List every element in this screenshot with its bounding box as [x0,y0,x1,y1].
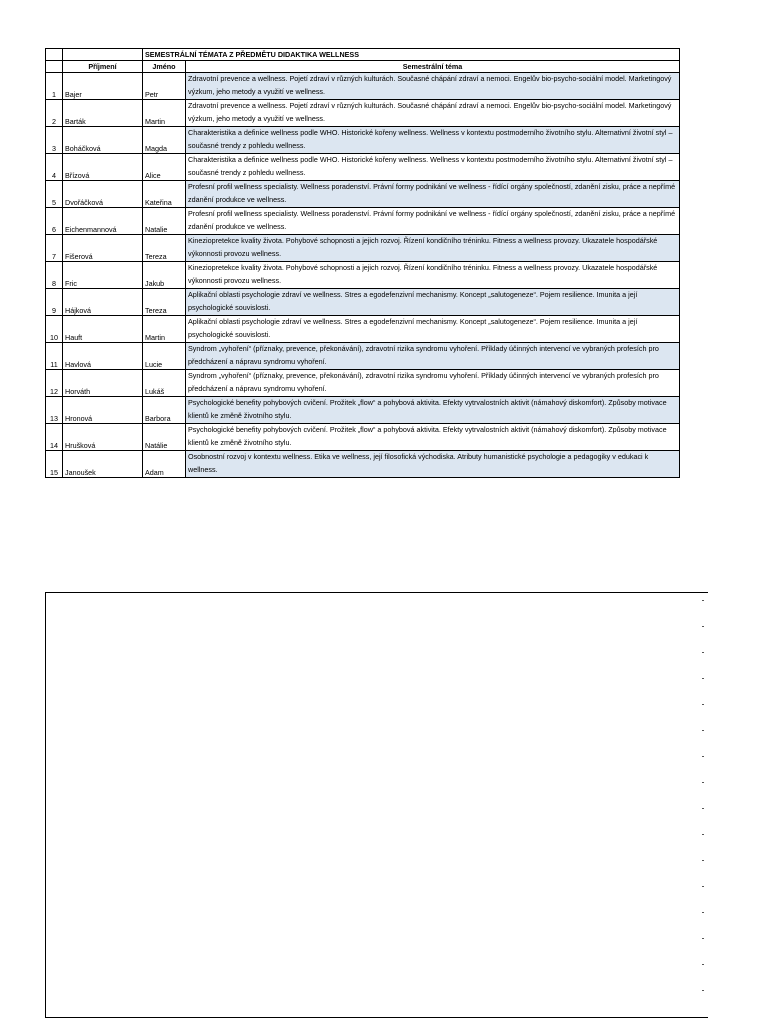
table-row [46,424,680,451]
edge-dot [702,834,704,835]
edge-dot [702,704,704,705]
row-number: 6 [46,208,63,235]
header-topic: Semestrální téma [186,61,680,73]
semester-topics-table [45,48,680,478]
table-row [46,181,680,208]
topic-cell: Syndrom „vyhoření“ (příznaky, prevence, překonávání), zdravotní rizika syndromu vyhoření. Příklady účinných intervencí ve vybraných profesích pro předcházení a nápravu syndromu vyhoření. [186,343,680,370]
row-number: 9 [46,289,63,316]
table-row [46,316,680,343]
table-header-row [46,61,680,73]
topic-cell: Aplikační oblasti psychologie zdraví ve wellness. Stres a egodefenzivní mechanismy. Koncept „salutogeneze“. Pojem resilience. Imunita a její psychologické souvislosti. [186,289,680,316]
surname-cell: Dvořáčková [63,181,143,208]
first-name-cell: Martin [143,316,186,343]
corner-cell [46,49,63,61]
edge-dot [702,912,704,913]
row-number: 4 [46,154,63,181]
first-name-cell: Kateřina [143,181,186,208]
edge-dot [702,990,704,991]
table-row [46,100,680,127]
row-number: 13 [46,397,63,424]
surname-cell: Břízová [63,154,143,181]
first-name-cell: Petr [143,73,186,100]
table-row [46,235,680,262]
first-name-cell: Martin [143,100,186,127]
edge-dot [702,626,704,627]
first-name-cell: Natálie [143,424,186,451]
surname-cell: Hronová [63,397,143,424]
table-row [46,127,680,154]
edge-dot [702,808,704,809]
table-row [46,289,680,316]
edge-dot [702,964,704,965]
edge-dot [702,600,704,601]
topic-cell: Profesní profil wellness specialisty. Wellness poradenství. Právní formy podnikání ve wellness - řídící orgány společností, zdanění zisku, práce a nepřímé zdanění produkce ve wellness. [186,181,680,208]
first-name-cell: Tereza [143,235,186,262]
edge-dot [702,860,704,861]
row-number: 7 [46,235,63,262]
table-row [46,343,680,370]
topic-cell: Syndrom „vyhoření“ (příznaky, prevence, překonávání), zdravotní rizika syndromu vyhoření. Příklady účinných intervencí ve vybraných profesích pro předcházení a nápravu syndromu vyhoření. [186,370,680,397]
empty-bordered-area [45,592,708,1018]
row-number: 3 [46,127,63,154]
header-surname: Příjmení [63,61,143,73]
row-number: 2 [46,100,63,127]
surname-cell: Havlová [63,343,143,370]
surname-cell: Hrušková [63,424,143,451]
table-row [46,208,680,235]
row-number: 10 [46,316,63,343]
topic-cell: Charakteristika a definice wellness podle WHO. Historické kořeny wellness. Wellness v kontextu postmoderního životního stylu. Alternativní životní styl – současné trendy z pohledu wellness. [186,127,680,154]
surname-cell: Horváth [63,370,143,397]
topic-cell: Kineziopretekce kvality života. Pohybové schopnosti a jejich rozvoj. Řízení kondičního tréninku. Fitness a wellness provozy. Ukazatele hospodářské výkonnosti provozu wellness. [186,235,680,262]
surname-cell: Janoušek [63,451,143,478]
corner-cell [63,49,143,61]
topic-cell: Aplikační oblasti psychologie zdraví ve wellness. Stres a egodefenzivní mechanismy. Koncept „salutogeneze“. Pojem resilience. Imunita a její psychologické souvislosti. [186,316,680,343]
surname-cell: Barták [63,100,143,127]
first-name-cell: Alice [143,154,186,181]
first-name-cell: Adam [143,451,186,478]
edge-dot [702,652,704,653]
edge-dot [702,782,704,783]
topic-cell: Osobnostní rozvoj v kontextu wellness. Etika ve wellness, její filosofická východiska. Atributy humanistické psychologie a pedagogiky v edukaci k wellness. [186,451,680,478]
edge-dot [702,938,704,939]
edge-dot [702,678,704,679]
table-title: SEMESTRÁLNÍ TÉMATA Z PŘEDMĚTU DIDAKTIKA WELLNESS [143,49,680,61]
topic-cell: Zdravotní prevence a wellness. Pojetí zdraví v různých kulturách. Současné chápání zdraví a nemoci. Engelův bio-psycho-sociální model. Marketingový výzkum, jeho metody a využití ve wellness. [186,100,680,127]
row-number: 14 [46,424,63,451]
topic-cell: Psychologické benefity pohybových cvičení. Prožitek „flow“ a pohybová aktivita. Efekty vytrvalostních aktivit (námahový diskomfort). Způsoby motivace klientů ke změně životního stylu. [186,397,680,424]
topic-cell: Profesní profil wellness specialisty. Wellness poradenství. Právní formy podnikání ve wellness - řídící orgány společností, zdanění zisku, práce a nepřímé zdanění produkce ve wellness. [186,208,680,235]
topic-cell: Kineziopretekce kvality života. Pohybové schopnosti a jejich rozvoj. Řízení kondičního tréninku. Fitness a wellness provozy. Ukazatele hospodářské výkonnosti provozu wellness. [186,262,680,289]
row-number: 5 [46,181,63,208]
surname-cell: Boháčková [63,127,143,154]
row-number: 11 [46,343,63,370]
table-row [46,397,680,424]
surname-cell: Eichenmannová [63,208,143,235]
row-number: 12 [46,370,63,397]
row-number: 1 [46,73,63,100]
row-number: 15 [46,451,63,478]
first-name-cell: Tereza [143,289,186,316]
first-name-cell: Lucie [143,343,186,370]
surname-cell: Hájková [63,289,143,316]
table-row [46,370,680,397]
first-name-cell: Lukáš [143,370,186,397]
topic-cell: Zdravotní prevence a wellness. Pojetí zdraví v různých kulturách. Současné chápání zdraví a nemoci. Engelův bio-psycho-sociální model. Marketingový výzkum, jeho metody a využití ve wellness. [186,73,680,100]
header-num [46,61,63,73]
surname-cell: Bajer [63,73,143,100]
table-row [46,262,680,289]
edge-dot [702,886,704,887]
table-title-row [46,49,680,61]
first-name-cell: Natalie [143,208,186,235]
topic-cell: Psychologické benefity pohybových cvičení. Prožitek „flow“ a pohybová aktivita. Efekty vytrvalostních aktivit (námahový diskomfort). Způsoby motivace klientů ke změně životního stylu. [186,424,680,451]
first-name-cell: Magda [143,127,186,154]
header-name: Jméno [143,61,186,73]
edge-dot [702,730,704,731]
topic-cell: Charakteristika a definice wellness podle WHO. Historické kořeny wellness. Wellness v kontextu postmoderního životního stylu. Alternativní životní styl – současné trendy z pohledu wellness. [186,154,680,181]
cell-edge-dots [702,600,712,1000]
first-name-cell: Jakub [143,262,186,289]
surname-cell: Fric [63,262,143,289]
table-row [46,451,680,478]
edge-dot [702,756,704,757]
table-row [46,154,680,181]
surname-cell: Hauft [63,316,143,343]
table-row [46,73,680,100]
first-name-cell: Barbora [143,397,186,424]
row-number: 8 [46,262,63,289]
surname-cell: Fišerová [63,235,143,262]
